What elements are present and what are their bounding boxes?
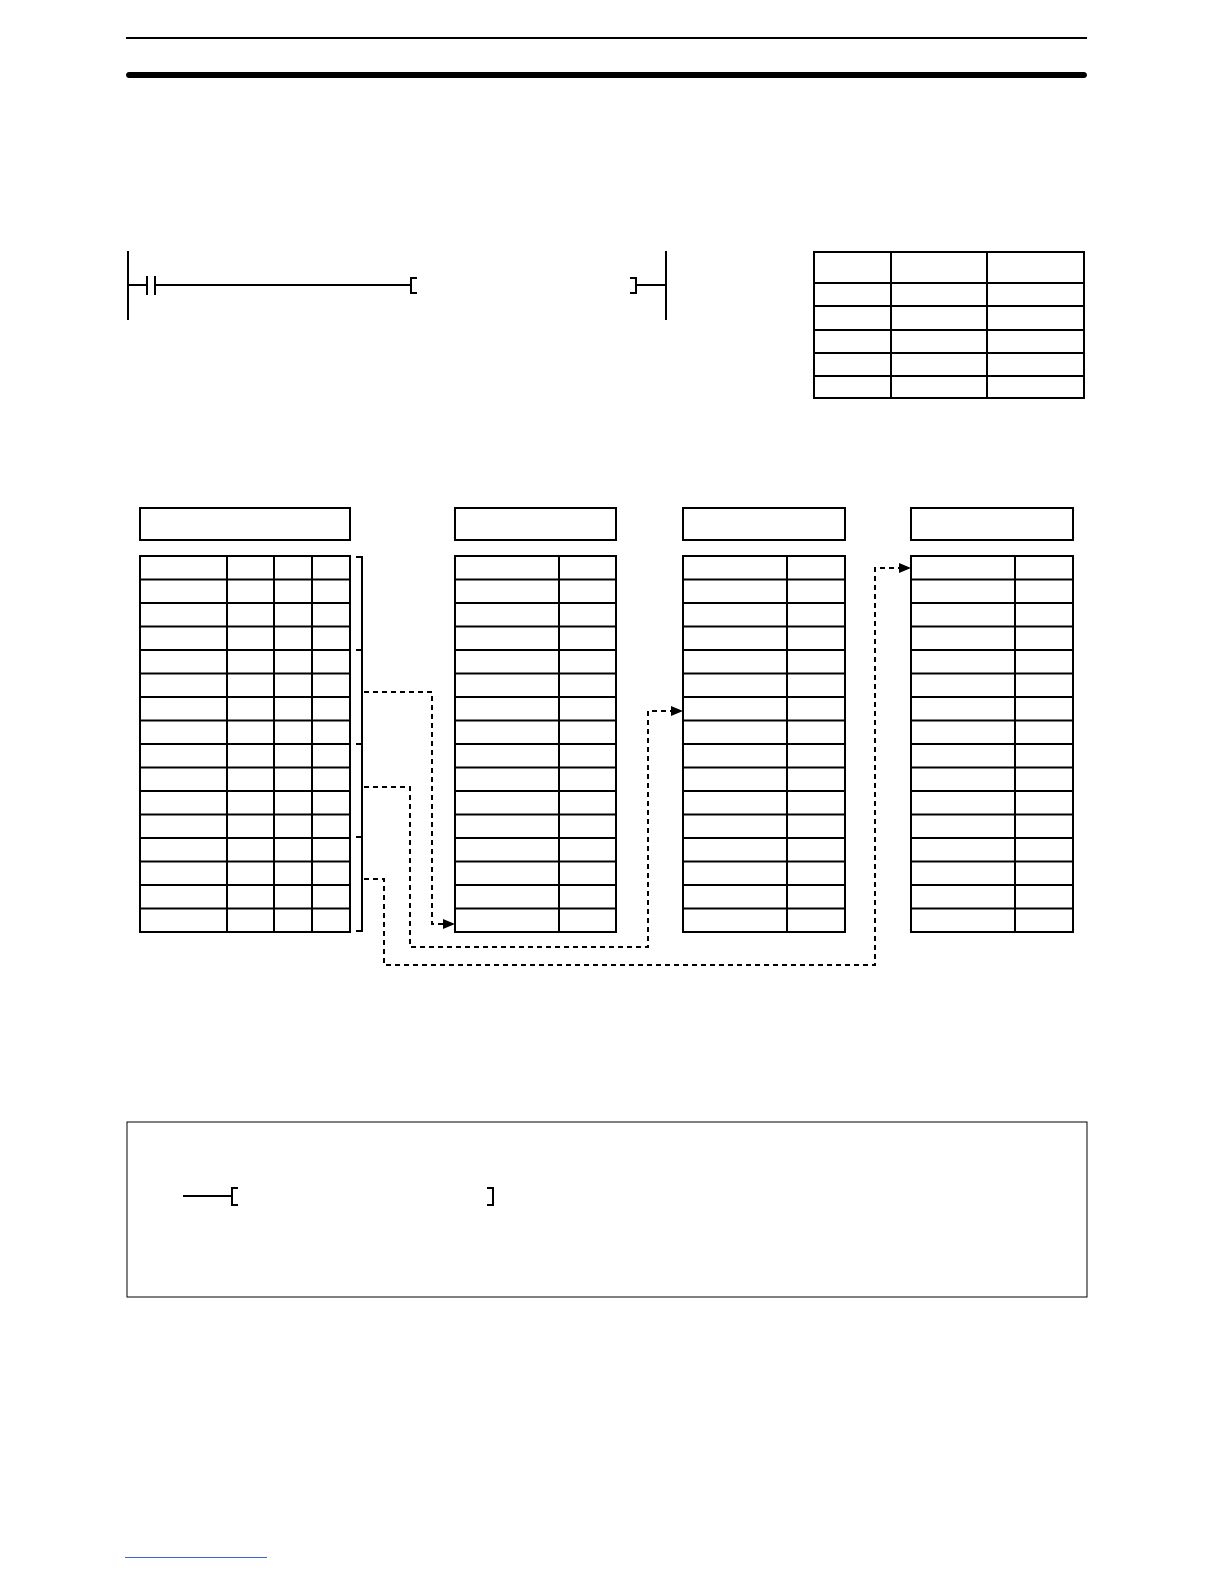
note-bracket-right [487, 1188, 493, 1205]
destination-area-title-box [911, 508, 1073, 540]
note-instruction [183, 1188, 493, 1205]
destination-area-2 [683, 508, 845, 932]
arrowhead-1 [443, 919, 455, 929]
note-bracket-left [232, 1188, 238, 1205]
destination-area-1 [455, 508, 616, 932]
transfer-arrow-1 [364, 692, 446, 924]
footer-link-underline[interactable] [125, 1557, 267, 1558]
arrowhead-2 [671, 706, 683, 716]
destination-area-title-box [455, 508, 616, 540]
destination-area-3 [911, 508, 1073, 932]
note-box [127, 1122, 1087, 1297]
source-area [140, 508, 350, 932]
source-area-title-box [140, 508, 350, 540]
operand-table [814, 252, 1084, 398]
source-brace [356, 557, 362, 931]
destination-area-title-box [683, 508, 845, 540]
arrowheads [443, 563, 911, 929]
instruction-bracket-right [630, 278, 636, 293]
transfer-arrow-2 [364, 711, 672, 947]
arrowhead-3 [899, 563, 911, 573]
ladder-rung [128, 251, 666, 320]
instruction-bracket-left [411, 278, 417, 293]
